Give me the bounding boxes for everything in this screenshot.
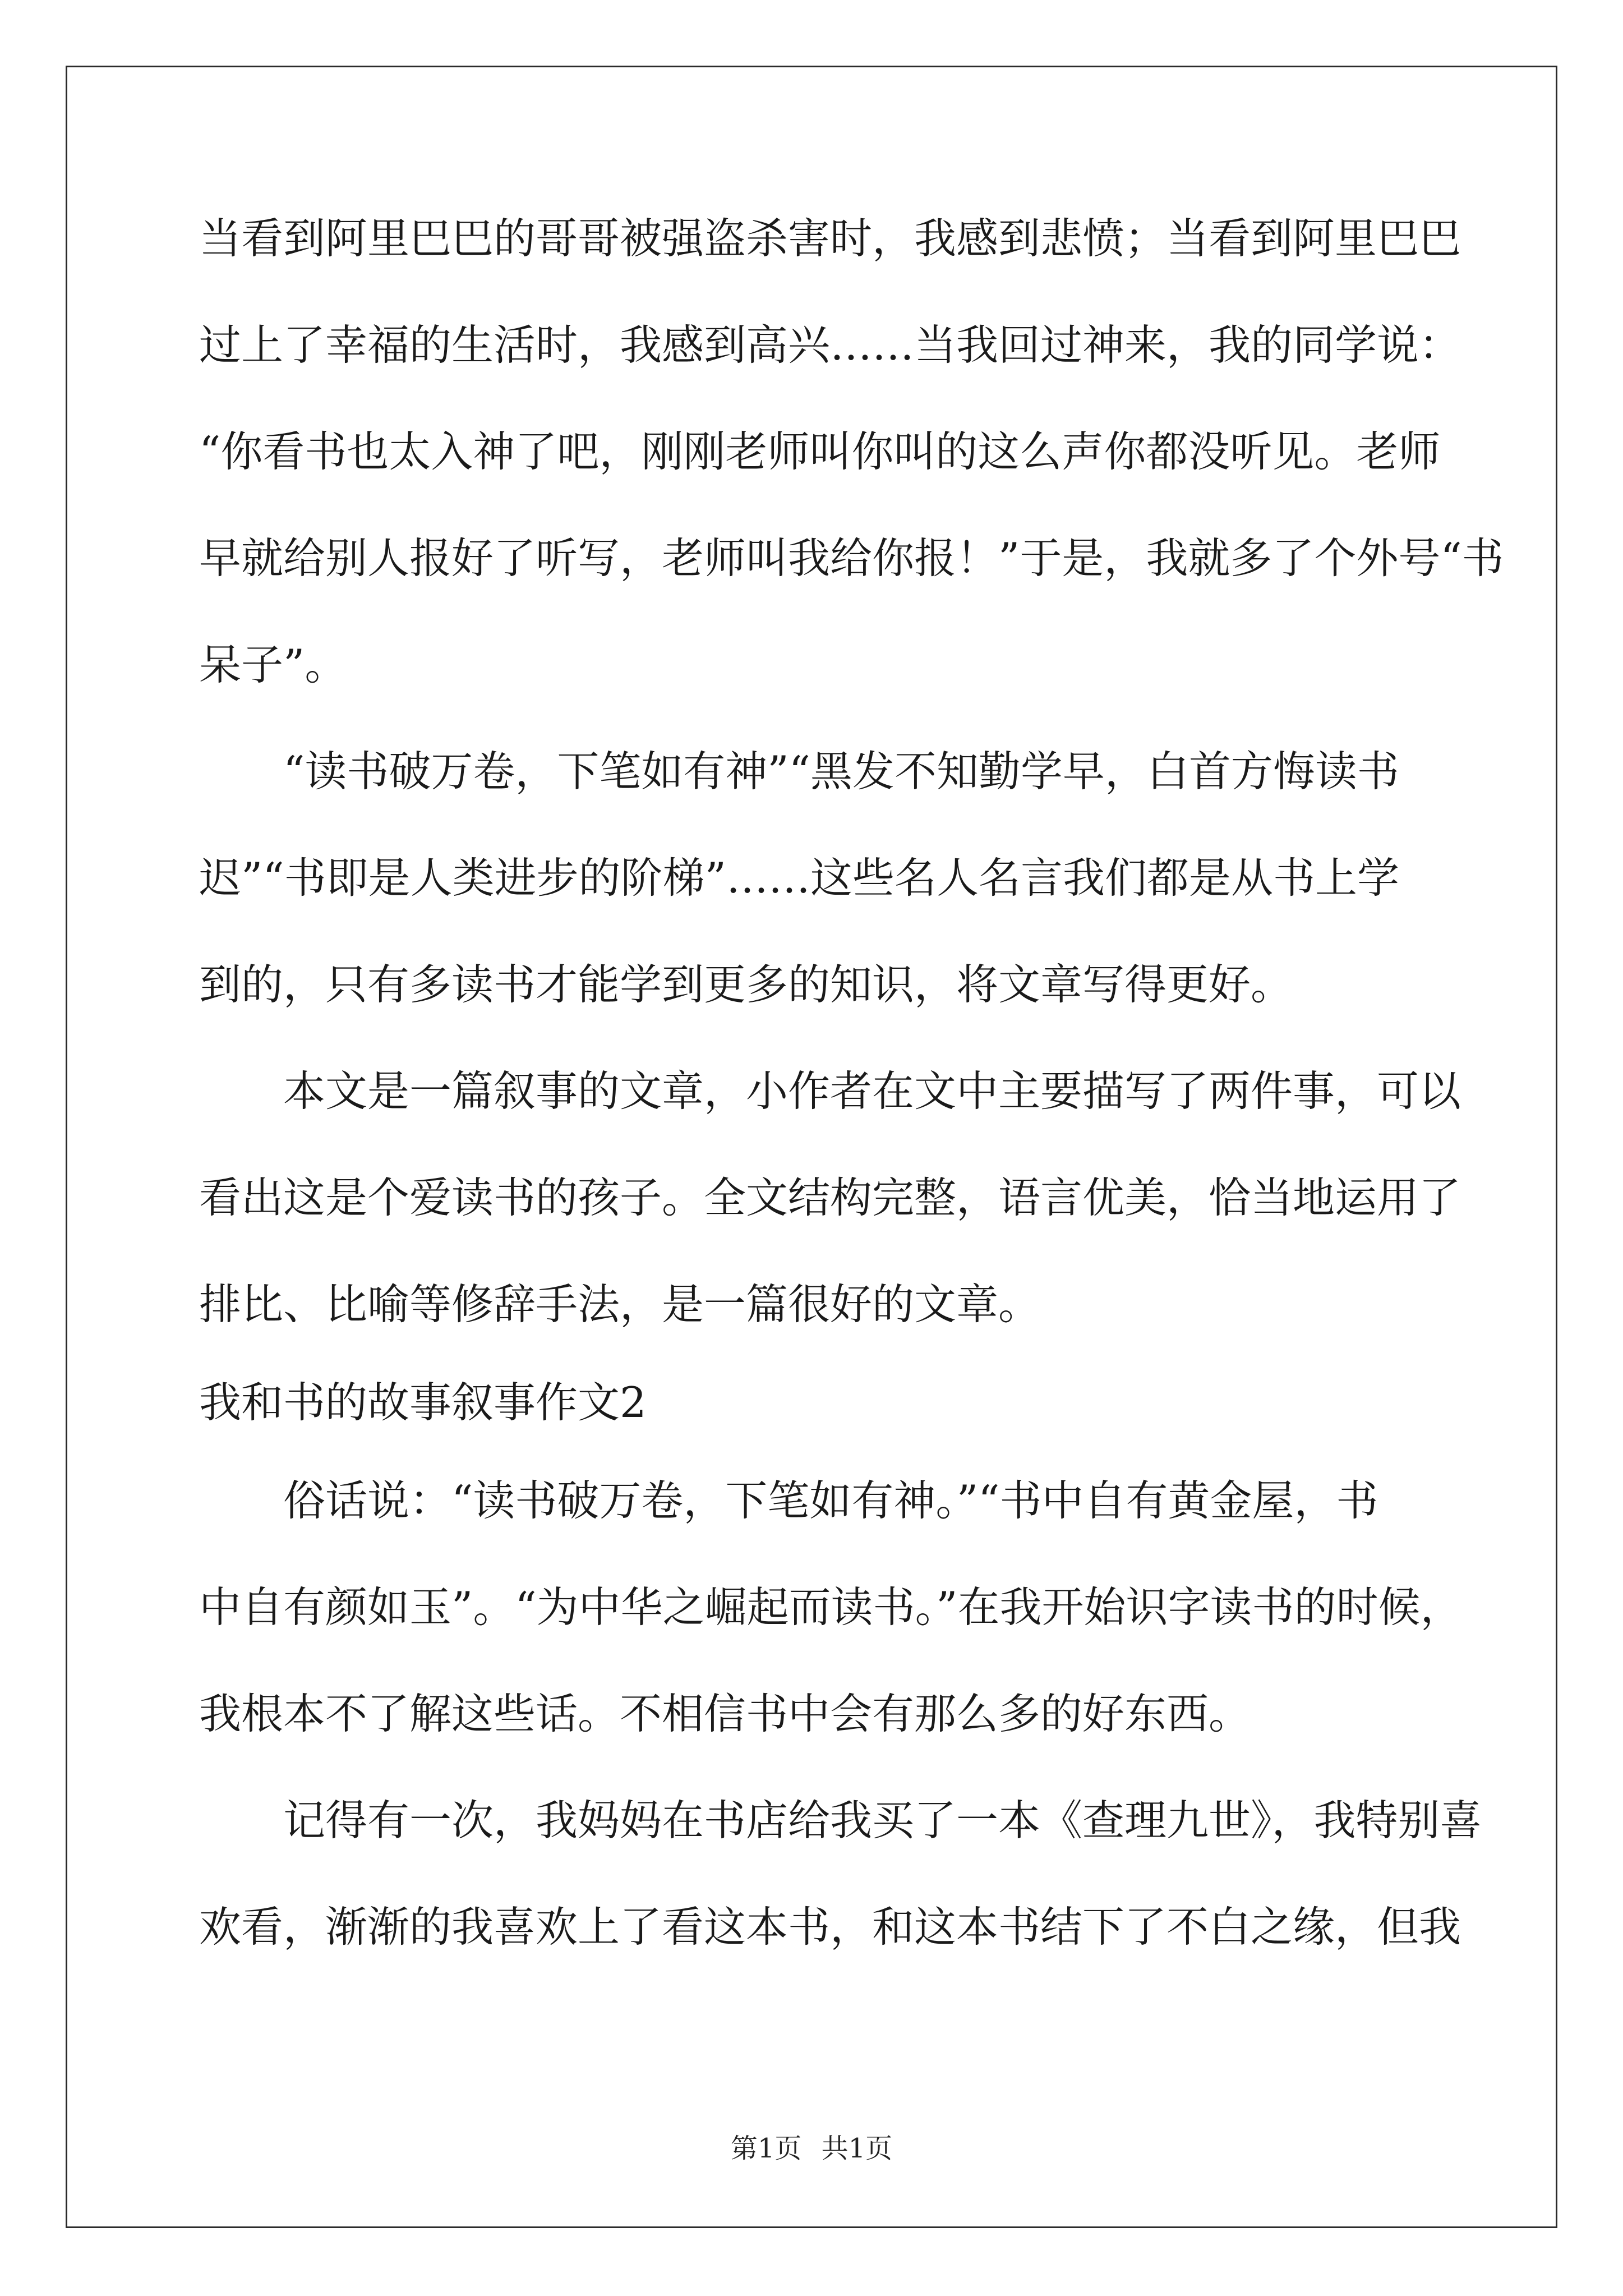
text-line: 当看到阿里巴巴的哥哥被强盗杀害时，我感到悲愤；当看到阿里巴巴: [199, 214, 1461, 263]
text-line: “读书破万卷，下笔如有神”“黑发不知勤学早，白首方悔读书: [199, 747, 1400, 796]
text-line: 到的，只有多读书才能学到更多的知识，将文章写得更好。: [199, 960, 1293, 1009]
page-footer: [0, 2132, 1623, 2165]
text-line: 排比、比喻等修辞手法，是一篇很好的文章。: [199, 1280, 1041, 1329]
text-line: 欢看，渐渐的我喜欢上了看这本书，和这本书结下了不白之缘，但我: [199, 1902, 1461, 1952]
page-number: 第1页: [730, 2133, 802, 2164]
text-line: 看出这是个爱读书的孩子。全文结构完整，语言优美，恰当地运用了: [199, 1173, 1461, 1222]
text-line: 迟”“书即是人类进步的阶梯”……这些名人名言我们都是从书上学: [199, 853, 1400, 903]
text-line: 呆子”。: [199, 640, 347, 689]
text-line: 我根本不了解这些话。不相信书中会有那么多的好东西。: [199, 1689, 1251, 1738]
text-line: 俗话说：“读书破万卷，下笔如有神。”“书中自有黄金屋，书: [199, 1476, 1378, 1525]
text-line: 中自有颜如玉”。“为中华之崛起而读书。”在我开始识字读书的时候，: [199, 1582, 1463, 1632]
section-heading: 我和书的故事叙事作文2: [199, 1378, 647, 1427]
page-total: 共1页: [821, 2133, 893, 2164]
text-line: 早就给别人报好了听写，老师叫我给你报！”于是，我就多了个外号“书: [199, 533, 1504, 583]
text-line: 本文是一篇叙事的文章，小作者在文中主要描写了两件事，可以: [199, 1066, 1461, 1116]
text-line: 记得有一次，我妈妈在书店给我买了一本《查理九世》，我特别喜: [199, 1796, 1482, 1845]
text-line: “你看书也太入神了吧，刚刚老师叫你叫的这么声你都没听见。老师: [199, 427, 1441, 476]
text-line: 过上了幸福的生活时，我感到高兴……当我回过神来，我的同学说：: [199, 320, 1461, 370]
